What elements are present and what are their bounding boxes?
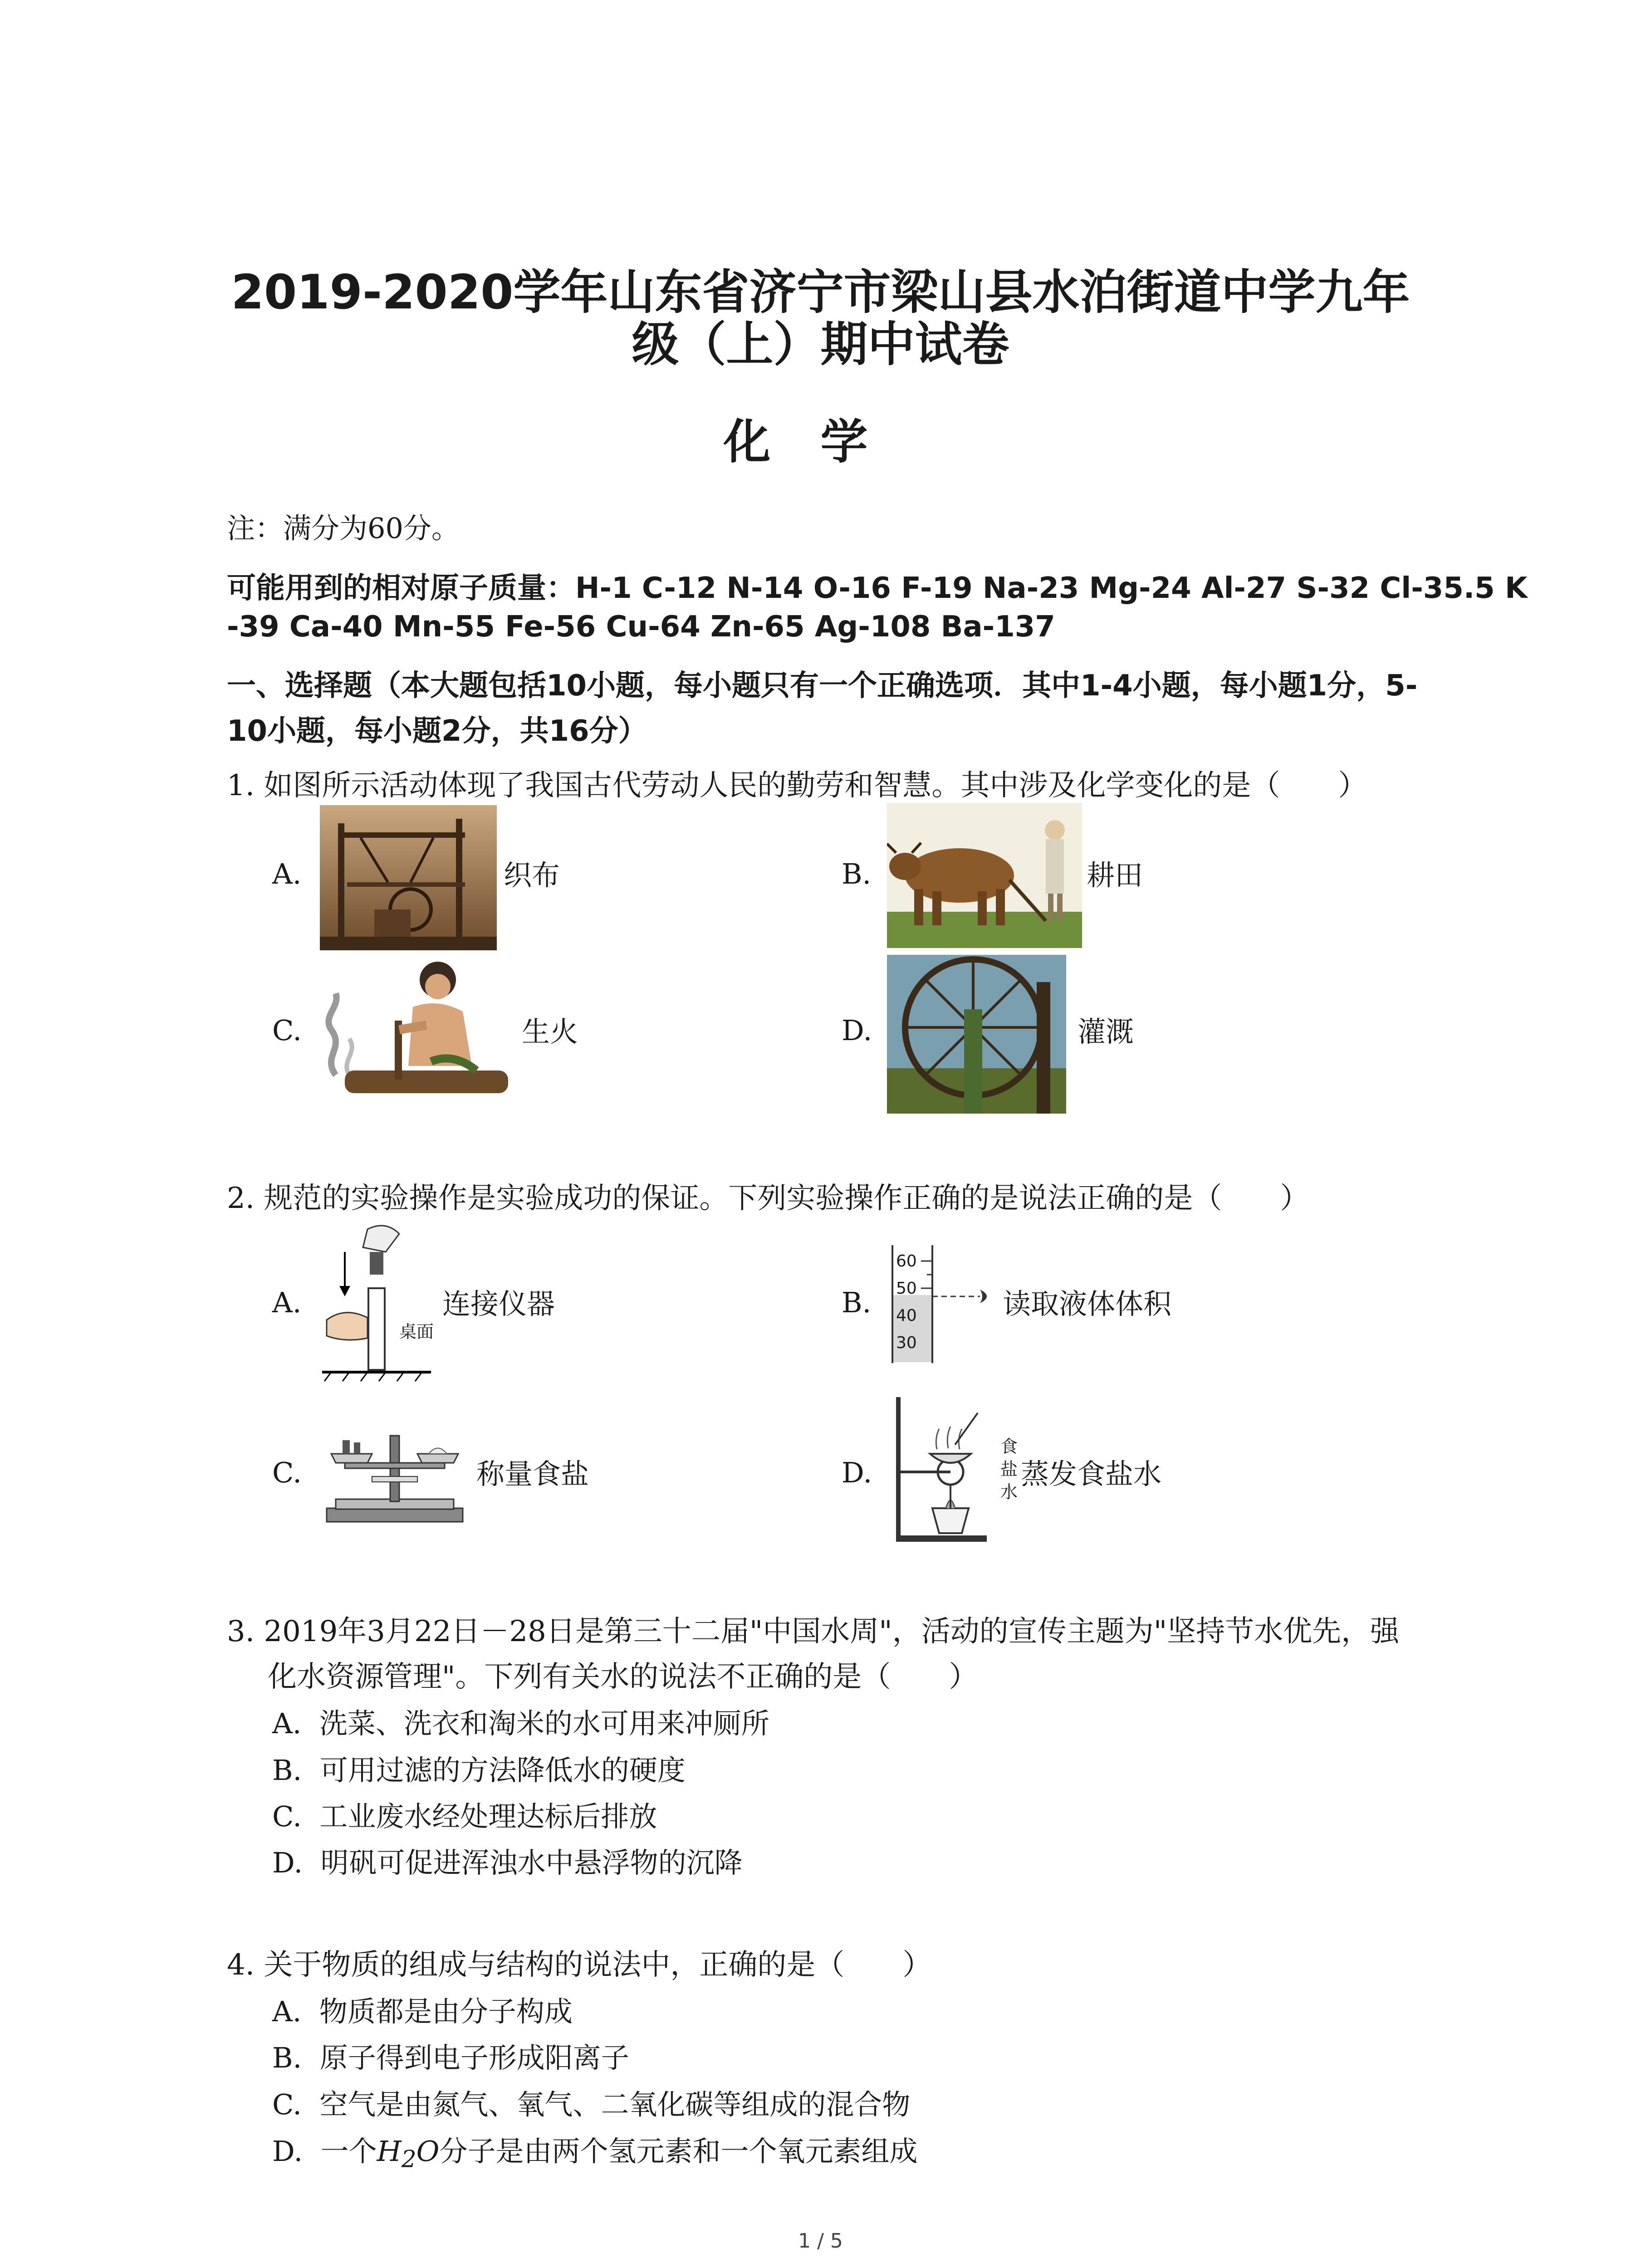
scale-label-50: 50 (896, 1279, 917, 1298)
q2-option-c-letter: C. (272, 1456, 302, 1489)
exam-title-line1: 2019-2020学年山东省济宁市梁山县水泊街道中学九年 (231, 264, 1410, 320)
q4-option-a-text: 物质都是由分子构成 (319, 1995, 573, 2028)
q4-option-c-text: 空气是由氮气、氧气、二氧化碳等组成的混合物 (319, 2088, 911, 2121)
formula-end: O (416, 2135, 440, 2168)
question-1-text: 1. 如图所示活动体现了我国古代劳动人民的勤劳和智慧。其中涉及化学变化的是（ ） (227, 769, 1367, 802)
q1-option-b-caption: 耕田 (1087, 859, 1143, 892)
q2-option-d-caption: 蒸发食盐水 (1021, 1457, 1162, 1491)
section1-heading-line2: 10小题，每小题2分，共16分） (227, 714, 647, 748)
q2-option-b-letter: B. (842, 1286, 872, 1319)
q1-option-c-letter: C. (272, 1014, 302, 1047)
scale-label-40: 40 (896, 1306, 917, 1325)
q3-option-c-text: 工业废水经处理达标后排放 (319, 1800, 657, 1833)
question-3-line2: 化水资源管理"。下列有关水的说法不正确的是（ ） (268, 1660, 978, 1694)
salt-label-char3: 水 (1000, 1482, 1018, 1502)
question-2-text: 2. 规范的实验操作是实验成功的保证。下列实验操作正确的是说法正确的是（ ） (227, 1182, 1309, 1215)
q2-option-a-letter: A. (272, 1286, 302, 1319)
q3-option-b-text: 可用过滤的方法降低水的硬度 (319, 1754, 686, 1787)
q3-option-d-text: 明矾可促进浑浊水中悬浮物的沉降 (320, 1846, 743, 1879)
starting-fire-image (318, 957, 513, 1107)
page-number: 1 / 5 (798, 2229, 843, 2253)
q4-option-d (272, 2129, 917, 2173)
question-3-line1: 3. 2019年3月22日－28日是第三十二届"中国水周"，活动的宣传主题为"坚持节水优先，强 (227, 1615, 1400, 1648)
atomic-mass-line2: -39 Ca-40 Mn-55 Fe-56 Cu-64 Zn-65 Ag-108 Ba-137 (227, 610, 1055, 644)
question-4-text: 4. 关于物质的组成与结构的说法中，正确的是（ ） (227, 1948, 932, 1982)
score-note: 注：满分为60分。 (227, 512, 460, 545)
evaporation-apparatus-figure (887, 1395, 1009, 1545)
q2-option-c-caption: 称量食盐 (476, 1457, 589, 1491)
formula-subscript: 2 (401, 2146, 416, 2173)
water-formula (377, 2135, 440, 2173)
q3-option-a (272, 1701, 769, 1741)
q1-option-a-caption: 织布 (504, 859, 560, 892)
scale-label-60: 60 (896, 1252, 917, 1271)
q1-option-a-letter: A. (272, 857, 302, 890)
q3-option-d (272, 1840, 743, 1881)
salt-label-char1: 食 (1000, 1437, 1018, 1457)
atomic-mass-line1: 可能用到的相对原子质量：H-1 C-12 N-14 O-16 F-19 Na-23 Mg-24 Al-27 S-32 Cl-35.5 K (227, 572, 1528, 605)
desk-label: 桌面 (399, 1322, 434, 1342)
q1-option-d-caption: 灌溉 (1078, 1015, 1134, 1048)
q1-option-c-caption: 生火 (522, 1015, 578, 1048)
q2-option-a-caption: 连接仪器 (442, 1287, 555, 1320)
q3-option-b-letter: B. (272, 1754, 302, 1787)
formula-main: H (377, 2135, 402, 2168)
q3-option-d-letter: D. (272, 1846, 303, 1879)
salt-label-char2: 盐 (1000, 1459, 1018, 1479)
balance-scale-figure (318, 1418, 472, 1531)
water-wheel-irrigation-image (887, 955, 1066, 1114)
scale-label-30: 30 (896, 1334, 917, 1352)
q3-option-a-letter: A. (272, 1707, 302, 1740)
q4-option-b-text: 原子得到电子形成阳离子 (319, 2041, 629, 2074)
q3-option-a-text: 洗菜、洗衣和淘米的水可用来冲厕所 (319, 1707, 769, 1740)
q4-option-d-text-before: 一个 (320, 2135, 377, 2168)
q4-option-c (272, 2082, 910, 2122)
subject-title: 化学 (723, 414, 918, 469)
q4-option-c-letter: C. (272, 2088, 302, 2121)
ox-plowing-image (887, 803, 1082, 948)
exam-title-line2: 级（上）期中试卷 (632, 317, 1009, 372)
q3-option-c (272, 1794, 657, 1834)
q2-option-d-letter: D. (842, 1456, 872, 1489)
q4-option-a-letter: A. (272, 1995, 302, 2028)
q2-option-b-caption: 读取液体体积 (1003, 1287, 1172, 1320)
connecting-apparatus-figure (318, 1220, 436, 1393)
weaving-loom-image (320, 805, 497, 950)
q4-option-a (272, 1989, 573, 2029)
q3-option-b (272, 1748, 686, 1788)
section1-heading-line1: 一、选择题（本大题包括10小题，每小题只有一个正确选项．其中1-4小题，每小题1分，5- (227, 669, 1418, 703)
q1-option-b-letter: B. (842, 857, 872, 890)
q3-option-c-letter: C. (272, 1800, 302, 1833)
q4-option-b (272, 2035, 629, 2076)
q4-option-b-letter: B. (272, 2041, 302, 2074)
q4-option-d-letter: D. (272, 2135, 303, 2168)
q4-option-d-text-after: 分子是由两个氢元素和一个氧元素组成 (439, 2135, 918, 2168)
q1-option-d-letter: D. (842, 1014, 872, 1047)
